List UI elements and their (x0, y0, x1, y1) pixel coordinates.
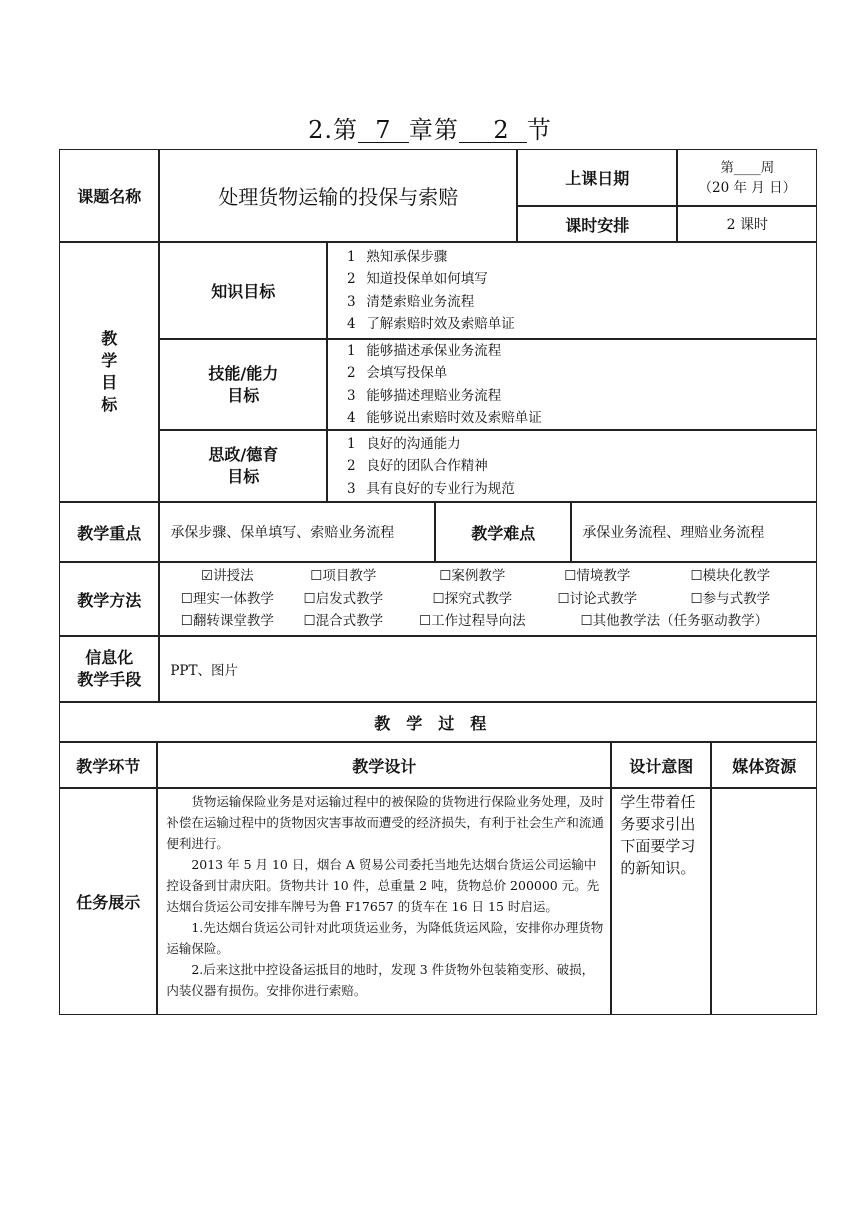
method-project-checkbox[interactable]: ☐项目教学 (310, 568, 377, 585)
list-item: 4 能够说出索赔时效及索赔单证 (347, 410, 542, 427)
list-item: 1 能够描述承保业务流程 (347, 342, 502, 359)
col-header-stage: 教学环节 (59, 742, 157, 788)
methods-checklist (159, 562, 817, 636)
page-title (0, 110, 860, 145)
keypoint-label: 教学重点 (59, 502, 159, 562)
skill-goal-list (327, 339, 817, 430)
method-situation-checkbox[interactable]: ☐情境教学 (564, 568, 631, 585)
method-blended-checkbox[interactable]: ☐混合式教学 (303, 613, 384, 630)
date-label: 上课日期 (517, 149, 677, 206)
method-other-checkbox[interactable]: ☐其他教学法（任务驱动教学） (580, 613, 769, 630)
col-header-media: 媒体资源 (711, 742, 817, 788)
date-full: （20 年 月 日） (698, 179, 797, 196)
method-integrated-checkbox[interactable]: ☐理实一体教学 (180, 590, 274, 607)
col-header-intent: 设计意图 (611, 742, 711, 788)
difficulty-value: 承保业务流程、理赔业务流程 (571, 502, 817, 562)
title-suffix: 节 (526, 116, 552, 144)
design-paragraph: 1.先达烟台货运公司针对此项货运业务，为降低货运风险，安排你办理货物运输保险。 (166, 920, 604, 957)
method-module-checkbox[interactable]: ☐模块化教学 (690, 568, 771, 585)
design-content (157, 788, 611, 1015)
list-item: 3 清楚索赔业务流程 (347, 293, 475, 310)
design-paragraph: 货物运输保险业务是对运输过程中的被保险的货物进行保险业务处理，及时补偿在运输过程中的货物因灾害事故而遭受的经济损失，有利于社会生产和流通便利进行。 (166, 794, 604, 852)
list-item: 1 熟知承保步骤 (347, 248, 448, 265)
methods-label: 教学方法 (59, 562, 159, 636)
stage-task-display: 任务展示 (59, 788, 157, 1015)
list-item: 4 了解索赔时效及索赔单证 (347, 316, 515, 333)
hours-label: 课时安排 (517, 206, 677, 242)
method-flipped-checkbox[interactable]: ☐翻转课堂教学 (180, 613, 274, 630)
knowledge-goal-label: 知识目标 (159, 242, 327, 339)
title-chapter-number: 7 (358, 118, 409, 143)
method-case-checkbox[interactable]: ☐案例教学 (439, 568, 506, 585)
method-discussion-checkbox[interactable]: ☐讨论式教学 (557, 590, 638, 607)
date-value (677, 149, 817, 206)
topic-value: 处理货物运输的投保与索赔 (159, 149, 517, 242)
hours-value: 2 课时 (677, 206, 817, 242)
moral-goal-list (327, 430, 817, 502)
design-paragraph: 2.后来这批中控设备运抵目的地时，发现 3 件货物外包装箱变形、破损，内装仪器有损伤。安排你进行索赔。 (166, 962, 595, 999)
title-middle: 章第 (408, 116, 459, 144)
list-item: 3 能够描述理赔业务流程 (347, 387, 502, 404)
knowledge-goal-list (327, 242, 817, 339)
skill-goal-label: 技能/能力 目标 (159, 339, 327, 430)
list-item: 3 具有良好的专业行为规范 (347, 480, 515, 497)
process-heading: 教学过程 (59, 702, 817, 742)
list-item: 2 良好的团队合作精神 (347, 458, 488, 475)
method-lecture-checkbox[interactable]: ☑讲授法 (201, 568, 254, 585)
info-tech-value: PPT、图片 (159, 636, 817, 702)
design-intent: 学生带着任务要求引出下面要学习的新知识。 (611, 788, 711, 1015)
col-header-design: 教学设计 (157, 742, 611, 788)
info-tech-label: 信息化 教学手段 (59, 636, 159, 702)
keypoint-value: 承保步骤、保单填写、索赔业务流程 (159, 502, 435, 562)
list-item: 2 知道投保单如何填写 (347, 271, 488, 288)
list-item: 2 会填写投保单 (347, 365, 448, 382)
date-week: 第____周 (720, 159, 775, 176)
media-resources (711, 788, 817, 1015)
method-heuristic-checkbox[interactable]: ☐启发式教学 (303, 590, 384, 607)
title-prefix: 2.第 (308, 116, 359, 144)
title-section-number: 2 (459, 118, 527, 143)
moral-goal-label: 思政/德育 目标 (159, 430, 327, 502)
difficulty-label: 教学难点 (435, 502, 571, 562)
objectives-label: 教 学 目 标 (59, 242, 159, 502)
method-participatory-checkbox[interactable]: ☐参与式教学 (690, 590, 771, 607)
lesson-plan-table (60, 150, 818, 1016)
topic-label: 课题名称 (59, 149, 159, 242)
method-inquiry-checkbox[interactable]: ☐探究式教学 (432, 590, 513, 607)
method-work-process-checkbox[interactable]: ☐工作过程导向法 (419, 613, 526, 630)
list-item: 1 良好的沟通能力 (347, 435, 461, 452)
design-paragraph: 2013 年 5 月 10 日，烟台 A 贸易公司委托当地先达烟台货运公司运输中控设备到甘肃庆阳。货物共计 10 件，总重量 2 吨，货物总价 200000 元。先达烟台货运公司安排车牌号为鲁 F17657 的货车在 16 日 15 时启运。 (166, 857, 600, 915)
